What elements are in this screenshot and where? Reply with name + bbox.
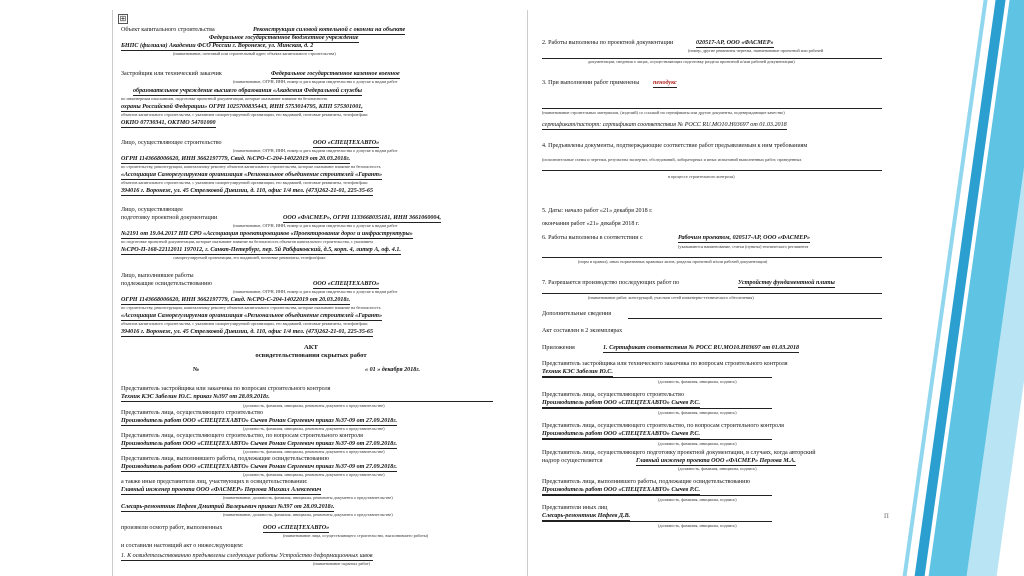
attachments-value: 1. Сертификат соответствия № РОСС RU.МО10.Н03697 от 01.03.2018 [603, 345, 800, 351]
item-5-start: 5. Даты: начало работ «21» декабря 2018 г. [542, 208, 653, 214]
caption: объектов капитального строительства, с указанием саморегулируемой организации, его выдавшей, почтовые реквизиты, телефон/факс [121, 180, 368, 185]
caption: (наименование, почтовый или строительный адрес объекта капитального строительства) [173, 51, 336, 56]
caption: (должность, фамилия, инициалы, подпись) [658, 379, 737, 384]
caption: (наименование скрытых работ) [313, 561, 371, 566]
designer-label-2: подготовку проектной документации [121, 215, 218, 221]
rep-value: Производитель работ ООО «СПЕЦТЕХАВТО» Сычев Роман Сергеевич приказ №37-09 от 27.09.2018г. [121, 464, 398, 470]
item-6-label: 6. Работы выполнены в соответствии с [542, 235, 643, 241]
builder-line-4: 394016 г. Воронеж, ул. 45 Стрелковой Дивизии, д. 110, офис 1/4 тел. (473)262-21-01, 225-35-65 [121, 188, 373, 194]
caption: (наименование, ОГРН, ИНН, номер и дата выдачи свидетельства о допуске к видам работ [233, 148, 398, 153]
sign-label: Представитель лица, выполнившего работы, подлежащие освидетельствованию [542, 479, 750, 485]
customer-line-4: ОКПО 07730341, ОКТМО 54701000 [121, 120, 216, 126]
customer-label: Застройщик или технический заказчик [121, 71, 222, 77]
builder-line-3: «Ассоциация Саморегулируемая организация «Региональное объединение строителей «Гарант» [121, 172, 383, 178]
corner-mark: п [884, 510, 889, 520]
object-line-2: Федеральное государственное бюджетное учреждение [209, 35, 359, 41]
builder-label: Лицо, осуществляющее строительство [121, 140, 222, 146]
caption: (должность, фамилия, инициалы, реквизиты документа о представительстве) [243, 403, 385, 408]
rep-label: Представитель лица, осуществляющего строительство, по вопросам строительного контроля [121, 433, 363, 439]
rep-label: Представитель застройщика или заказчика по вопросам строительного контроля [121, 386, 331, 392]
item-3-value: пенодукс [653, 80, 677, 86]
item-7-label: 7. Разрешается производство последующих работ по [542, 280, 680, 286]
item-1: 1. К освидетельствованию предъявлены следующие работы Устройство деформационных швов [121, 553, 373, 559]
caption: (исполнительные схемы и чертежи, результаты экспертиз, обследований, лабораторных и иных испытаний выполненных работ, проведенных [542, 157, 802, 162]
caption: (наименование работ, конструкций, участков сетей инженерно-технического обеспечения) [588, 295, 754, 300]
document-page-right [527, 10, 897, 576]
caption: объектов капитального строительства, с указанием саморегулируемой организации, его выдавшей, почтовые реквизиты, телефон/факс [121, 321, 368, 326]
sign-label-2: надзор осуществляется [542, 458, 603, 464]
sign-label: Представитель лица, осуществляющего строительство, по вопросам строительного контроля [542, 423, 784, 429]
designer-value: ООО «ФАСМЕР», ОГРН 1133668035181, ИНН 3661060004, [283, 215, 442, 221]
rep-value: Главный инженер проекта ООО «ФАСМЕР» Перлова Михаил Алексеевич [121, 487, 322, 493]
item-2-label: 2. Работы выполнены по проектной документации [542, 40, 674, 46]
caption: (должность, фамилия, инициалы, подпись) [658, 497, 737, 502]
sign-label: Представитель лица, осуществляющего подготовку проектной документации, в случаях, когда авторский [542, 450, 816, 456]
caption: (должность, фамилия, инициалы, подпись) [658, 410, 737, 415]
attachments-label: Приложения [542, 345, 575, 351]
customer-line-3: охраны Российской Федерации» ОГРН 1025700835443, ИНН 5753014795, КПП 575301001, [121, 104, 363, 110]
rep-label: Представитель лица, осуществляющего строительство [121, 410, 264, 416]
caption: (наименование, должность, фамилия, инициалы, реквизиты документа о представительстве) [223, 512, 393, 517]
caption: (должность, фамилия, инициалы, подпись) [658, 523, 737, 528]
caption: по строительству, реконструкции, капитальному ремонту объектов капитального строительства, которые оказывают влияние на безопасность [121, 164, 381, 169]
act-number: № [193, 367, 200, 373]
performer-line-4: 394016 г. Воронеж, ул. 45 Стрелковой Дивизии, д. 110, офис 1/4 тел. (473)262-21-01, 225-35-65 [121, 329, 373, 335]
sign-label: Представитель застройщика или технического заказчика по вопросам строительного контроля [542, 361, 788, 367]
performer-label-2: подлежащие освидетельствованию [121, 281, 212, 287]
caption: саморегулируемой организации, его выдавшей, почтовые реквизиты, телефон/факс [173, 255, 326, 260]
works-value: ООО «СПЕЦТЕХАВТО» [263, 525, 330, 531]
caption: по инженерным изысканиям, подготовке проектной документации, которые оказывают влияние на безопасность [121, 96, 328, 101]
sign-label: Представитель лица, осуществляющего строительство [542, 392, 685, 398]
caption: по подготовке проектной документации, которые оказывают влияние на безопасность объектов капитального строительства, с указанием [121, 239, 373, 244]
caption: (указываются наименование, статьи (пункты) технического регламента [678, 244, 809, 249]
sign-label: Представители иных лиц [542, 505, 608, 511]
slide-background-decoration [884, 0, 1024, 576]
additional-info-label: Дополнительные сведения [542, 311, 612, 317]
sign-value: Слесарь-ремонтник Нефеев Д.В. [542, 513, 631, 519]
caption: (наименование, ОГРН, ИНН, номер и дата выдачи свидетельства о допуске к видам работ [233, 79, 398, 84]
caption: (наименование строительных материалов, (изделий) со ссылкой на сертификаты или другие документы, подтверждающие качество) [542, 110, 785, 115]
performer-line-2: ОГРН 1143668006620, ИНН 3662197779, Свид. №СРО-С-204-14022019 от 20.03.2018г. [121, 297, 351, 303]
performer-label: Лицо, выполнившее работы [121, 273, 194, 279]
item-2-value: 020517-АР, ООО «ФАСМЕР» [696, 40, 774, 46]
caption: (должность, фамилия, инициалы, подпись) [658, 441, 737, 446]
rep-value: Производитель работ ООО «СПЕЦТЕХАВТО» Сычев Роман Сергеевич приказ №37-09 от 27.09.2018г. [121, 418, 398, 424]
copies-line: Акт составлен в 2 экземплярах [542, 328, 623, 334]
sign-value: Производитель работ ООО «СПЕЦТЕХАВТО» Сычев Р.С. [542, 487, 701, 493]
caption: (номер, другие реквизиты чертежа, наименование проектной или рабочей [688, 48, 824, 53]
builder-line-2: ОГРН 1143668006620, ИНН 3662197779, Свид. №СРО-С-204-14022019 от 20.03.2018г. [121, 156, 351, 162]
caption: по строительству, реконструкции, капитальному ремонту объектов капитального строительства, которые оказывают влияние на безопасность [121, 305, 381, 310]
object-label: Объект капитального строительства [121, 27, 215, 33]
rep-value: Слесарь-ремонтник Нефеев Дмитрий Валерьевич приказ №397 от 28.09.2018г. [121, 504, 335, 510]
sign-value: Главный инженер проекта ООО «ФАСМЕР» Перлова М.А. [636, 458, 796, 464]
designer-line-2: №2191 от 19.04.2017 НП СРО «Ассоциация проектировщиков «Проектирование дорог и инфраструктуры» [121, 231, 413, 237]
sign-value: Производитель работ ООО «СПЕЦТЕХАВТО» Сычев Р.С. [542, 400, 701, 406]
caption: (наименование, ОГРН, ИНН, номер и дата выдачи свидетельства о допуске к видам работ [233, 223, 398, 228]
rep-value: Производитель работ ООО «СПЕЦТЕХАВТО» Сычев Роман Сергеевич приказ №37-09 от 27.09.2018г. [121, 441, 398, 447]
performer-line-3: «Ассоциация Саморегулируемая организация «Региональное объединение строителей «Гарант» [121, 313, 383, 319]
caption: документации, сведения о лицах, осуществляющих подготовку раздела проектной и/или рабочей документации) [588, 59, 795, 64]
rep-label: Представитель лица, выполнившего работы, подлежащие освидетельствованию [121, 456, 329, 462]
works-label: произвели осмотр работ, выполненных [121, 525, 223, 531]
customer-value: Федеральное государственное казенное военное [271, 71, 400, 77]
caption: (наименование, ОГРН, ИНН, номер и дата выдачи свидетельства о допуске к видам работ [233, 289, 398, 294]
sign-value: Производитель работ ООО «СПЕЦТЕХАВТО» Сычев Р.С. [542, 431, 701, 437]
item-7-value: Устройству фундаментной плиты [738, 280, 835, 286]
caption: (наименование лица, осуществляющего строительство, выполнившего работы) [283, 533, 429, 538]
certificate-line: сертификат/паспорт: сертификат соответствия № РОСС RU.МО10.Н03697 от 01.03.2018 [542, 122, 787, 128]
item-6-value: Рабочим проектом, 020517-АР, ООО «ФАСМЕР» [678, 235, 811, 241]
rep-value: Техник КЭС Забелин Ю.С. приказ №397 от 28.09.2018г. [121, 394, 270, 400]
builder-value: ООО «СПЕЦТЕХАВТО» [313, 140, 380, 146]
caption: (наименование, должность, фамилия, инициалы, реквизиты документа о представительстве) [223, 495, 393, 500]
act-title: АКТ [304, 344, 318, 351]
designer-label: Лицо, осуществляющее [121, 207, 183, 213]
designer-line-3: №СРО-П-168-22112011 197012, г. Санкт-Петербург, пер. 5й Рабфаковский, д.5, корп. 4, литер А, оф. 4.1. [121, 247, 401, 253]
caption: (норм и правил), иных нормативных правовых актов, разделы проектной и/или рабочей документации) [578, 259, 768, 264]
sign-value: Техник КЭС Забелин Ю.С. [542, 369, 613, 375]
caption: объектов капитального строительства, с указанием саморегулируемой организации, его выдавшей, почтовые реквизиты, телефон/факс [121, 112, 368, 117]
item-5-end: окончания работ «21» декабря 2018 г. [542, 221, 640, 227]
object-value: Реконструкция силовой котельной с оконми на объекте [253, 27, 406, 33]
object-line-3: БНПС (филиала) Академии ФСО России г. Воронеже, ул. Минская, д. 2 [121, 43, 314, 49]
act-subtitle: освидетельствования скрытых работ [255, 352, 367, 359]
act-date: « 01 » декабря 2018г. [365, 367, 421, 373]
caption: (должность, фамилия, инициалы, подпись) [678, 466, 757, 471]
caption: (должность, фамилия, инициалы, реквизиты документа о представительстве) [243, 449, 385, 454]
caption: (должность, фамилия, инициалы, реквизиты документа о представительстве) [243, 472, 385, 477]
rep-label: а также иные представители лиц, участвующих в освидетельствовании: [121, 479, 308, 485]
document-page-left [112, 10, 508, 576]
caption: (должность, фамилия, инициалы, реквизиты документа о представительстве) [243, 426, 385, 431]
customer-line-2: образовательное учреждение высшего образования «Академия Федеральной службы [133, 88, 363, 94]
item-4-label: 4. Предъявлены документы, подтверждающие соответствие работ предъявляемым к ним требованиям [542, 143, 808, 149]
move-handle-icon[interactable]: ⊞ [119, 14, 127, 23]
act-statement: и составили настоящий акт о нижеследующем: [121, 543, 244, 549]
caption: в процессе строительного контроля) [668, 174, 735, 179]
item-3-label: 3. При выполнении работ применены [542, 80, 640, 86]
performer-value: ООО «СПЕЦТЕХАВТО» [313, 281, 380, 287]
